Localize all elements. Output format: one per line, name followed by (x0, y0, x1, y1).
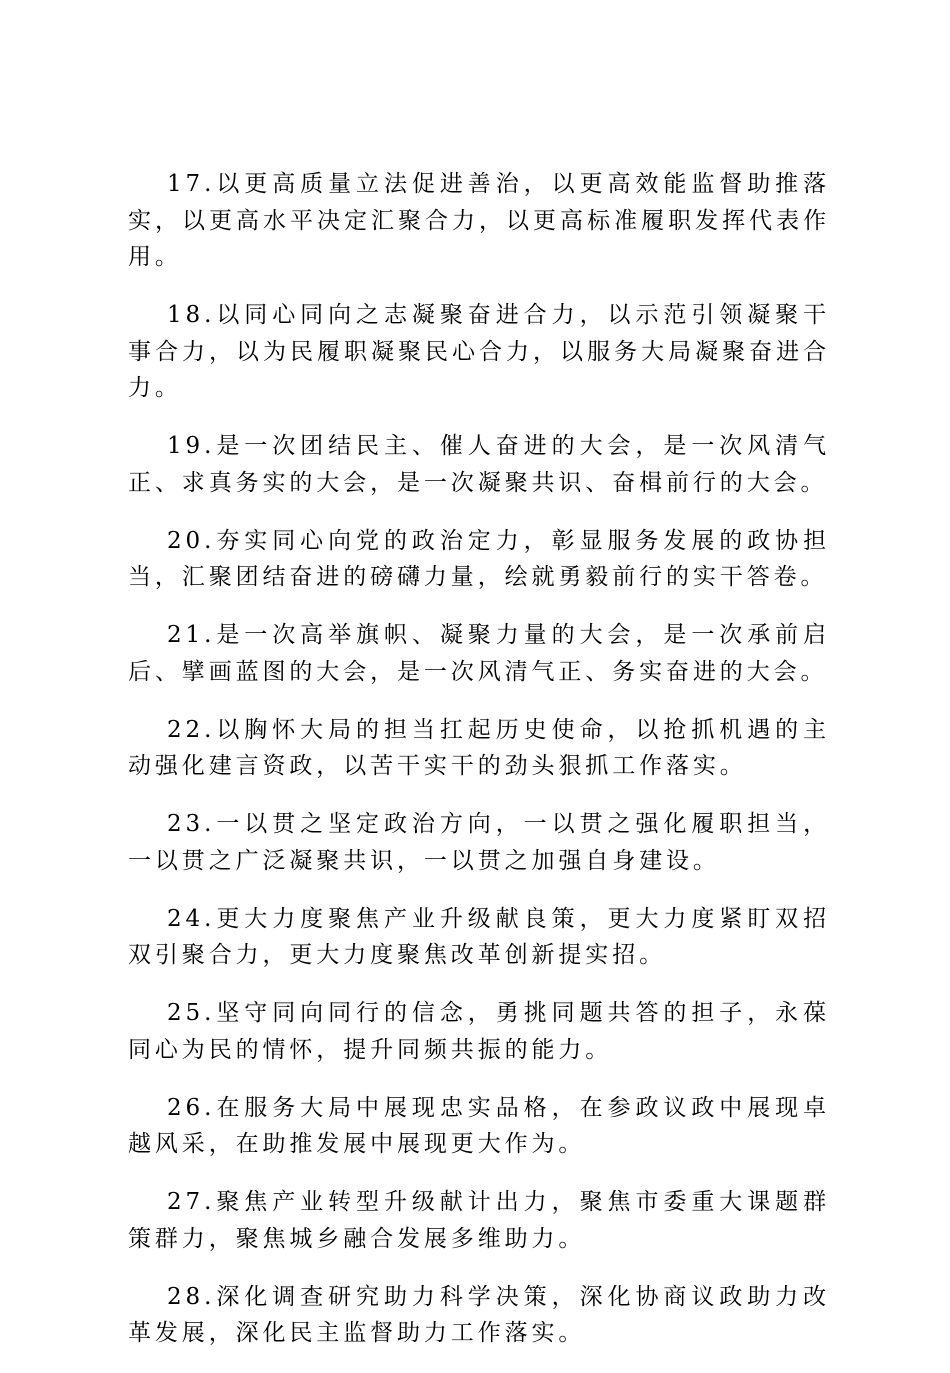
document-body (128, 166, 830, 1373)
paragraph-27: 27.聚焦产业转型升级献计出力，聚焦市委重大课题群策群力，聚焦城乡融合发展多维助力。 (128, 1189, 830, 1252)
paragraph-21: 21.是一次高举旗帜、凝聚力量的大会，是一次承前启后、擘画蓝图的大会，是一次风清气正、务实奋进的大会。 (128, 622, 830, 685)
paragraph-22: 22.以胸怀大局的担当扛起历史使命，以抢抓机遇的主动强化建言资政，以苦干实干的劲头狠抓工作落实。 (128, 716, 830, 779)
paragraph-26: 26.在服务大局中展现忠实品格，在参政议政中展现卓越风采，在助推发展中展现更大作为。 (128, 1094, 830, 1157)
paragraph-17: 17.以更高质量立法促进善治，以更高效能监督助推落实，以更高水平决定汇聚合力，以更高标准履职发挥代表作用。 (128, 171, 830, 270)
paragraph-28: 28.深化调查研究助力科学决策，深化协商议政助力改革发展，深化民主监督助力工作落实。 (128, 1283, 830, 1346)
paragraph-19: 19.是一次团结民主、催人奋进的大会，是一次风清气正、求真务实的大会，是一次凝聚共识、奋楫前行的大会。 (128, 433, 830, 496)
paragraph-24: 24.更大力度聚焦产业升级献良策，更大力度紧盯双招双引聚合力，更大力度聚焦改革创新提实招。 (128, 905, 830, 968)
paragraph-20: 20.夯实同心向党的政治定力，彰显服务发展的政协担当，汇聚团结奋进的磅礴力量，绘就勇毅前行的实干答卷。 (128, 527, 830, 590)
paragraph-23: 23.一以贯之坚定政治方向，一以贯之强化履职担当，一以贯之广泛凝聚共识，一以贯之加强自身建设。 (128, 811, 830, 874)
paragraph-18: 18.以同心同向之志凝聚奋进合力，以示范引领凝聚干事合力，以为民履职凝聚民心合力，以服务大局凝聚奋进合力。 (128, 302, 830, 401)
paragraph-25: 25.坚守同向同行的信念，勇挑同题共答的担子，永葆同心为民的情怀，提升同频共振的能力。 (128, 1000, 830, 1063)
